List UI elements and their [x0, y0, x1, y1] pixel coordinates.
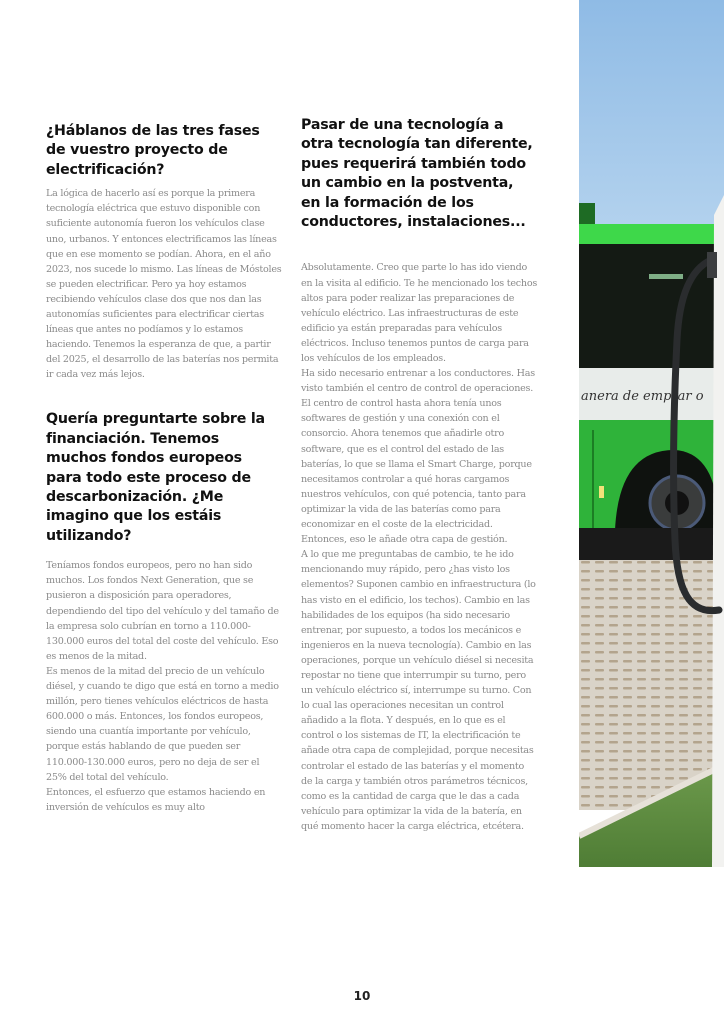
- bus-destination-sign: [649, 274, 683, 279]
- question-heading: Quería preguntarte sobre la financiación. Tenemos muchos fondos europeos para todo este proceso de descarbonización. ¿Me imagino que los estáis utilizando?: [46, 411, 265, 544]
- answer-paragraph: Teníamos fondos europeos, pero no han sido muchos. Los fondos Next Generation, que se pusieron a disposición para operadores, dependiendo del tipo del vehículo y del tamaño de la empresa solo cubrían en torno a 110.000-130.000 euros del total del coste del vehículo. Eso es menos de la mitad.: [46, 560, 279, 662]
- question-heading: ¿Háblanos de las tres fases de vuestro proyecto de electrificación?: [46, 123, 260, 178]
- question-heading: Pasar de una tecnología a otra tecnología tan diferente, pues requerirá también todo un cambio en la postventa, en la formación de los conductores, instalaciones...: [301, 117, 533, 231]
- sky: [579, 0, 724, 230]
- interview-question-1: [46, 122, 282, 382]
- bus-slogan: anera de emprar o: [581, 389, 704, 404]
- answer-paragraph: La lógica de hacerlo así es porque la primera tecnología eléctrica que estuvo disponible con suficiente autonomía fueron los vehículos clase uno, urbanos. Y entonces electrificamos las líneas que en ese momento se podían. Ahora, en el año 2023, nos sucede lo mismo. Las líneas de Móstoles se pueden electrificar. Pero ya hoy estamos recibiendo vehículos clase dos que nos dan las autonomías suficientes para electrificar ciertas líneas que antes no podíamos y lo estamos haciendo. Tenemos la esperanza de que, a partir del 2025, el desarrollo de las baterías nos permita ir cada vez más lejos.: [46, 188, 282, 381]
- shadow-under-bus: [579, 528, 719, 562]
- answer-paragraph: Absolutamente. Creo que parte lo has ido viendo en la visita al edificio. Te he mencionado los techos altos para poder realizar las preparaciones de vehículo eléctrico. Las infraestructuras de este edificio ya están preparadas para vehículos eléctricos. Incluso tenemos puntos de carga para los vehículos de los empleados.: [301, 262, 538, 364]
- interview-question-3: [301, 116, 537, 834]
- middle-column: [301, 116, 537, 834]
- interview-question-2: [46, 410, 282, 814]
- answer-paragraph: Es menos de la mitad del precio de un vehículo diésel, y cuando te digo que está en torno a medio millón, pero tienes vehículos eléctricos de hasta 600.000 o más. Entonces, los fondos europeos, siendo una cuantía importante por vehículo, porque estás hablando de que pueden ser 110.000-130.000 euros, pero no deja de ser el 25% del total del vehículo.: [46, 665, 279, 783]
- electric-bus-charging-photo: [579, 0, 724, 867]
- page-number: 10: [353, 989, 371, 1003]
- bus-mirror: [579, 203, 595, 225]
- charging-connector: [707, 252, 717, 278]
- answer-paragraph: Ha sido necesario entrenar a los conductores. Has visto también el centro de control de operaciones. El centro de control hasta ahora tenía unos softwares de gestión y una conexión con el consorcio. Ahora tenemos que añadirle otro software, que es el control del estado de las baterías, lo que se llama el Smart Charge, porque necesitamos controlar a qué horas cargamos nuestros vehículos, con qué potencia, tanto para optimizar la vida de las baterías como para economizar en el coste de la electricidad. Entonces, eso le añade otra capa de gestión.: [301, 368, 535, 546]
- charger-body: [712, 195, 724, 867]
- bus-indicator: [599, 486, 604, 498]
- answer-paragraph: A lo que me preguntabas de cambio, te he ido mencionando muy rápido, pero ¿has visto los elementos? Suponen cambio en infraestructura (lo has visto en el edificio, los techos). Cambio en las habilidades de los equipos (ha sido necesario entrenar, por supuesto, a todos los mecánicos e ingenieros en la nueva tecnología). Cambio en las operaciones, porque un vehículo diésel si necesita repostar no tiene que interrumpir su turno, pero un vehículo eléctrico sí, interrumpe su turno. Con lo cual las operaciones necesitan un control añadido a la flota. Y después, en lo que es el control o los sistemas de IT, la electrificación te añade otra capa de complejidad, porque necesitas controlar el estado de las baterías y el momento de la carga y también otros parámetros técnicos, como es la cantidad de carga que le das a cada vehículo para optimizar la vida de la batería, en qué momento hacer la carga eléctrica, etcétera.: [301, 549, 536, 832]
- left-column: [46, 122, 282, 815]
- bus-window: [579, 244, 719, 374]
- bus-roof: [579, 224, 719, 246]
- answer-paragraph: Entonces, el esfuerzo que estamos haciendo en inversión de vehículos es muy alto: [46, 786, 266, 813]
